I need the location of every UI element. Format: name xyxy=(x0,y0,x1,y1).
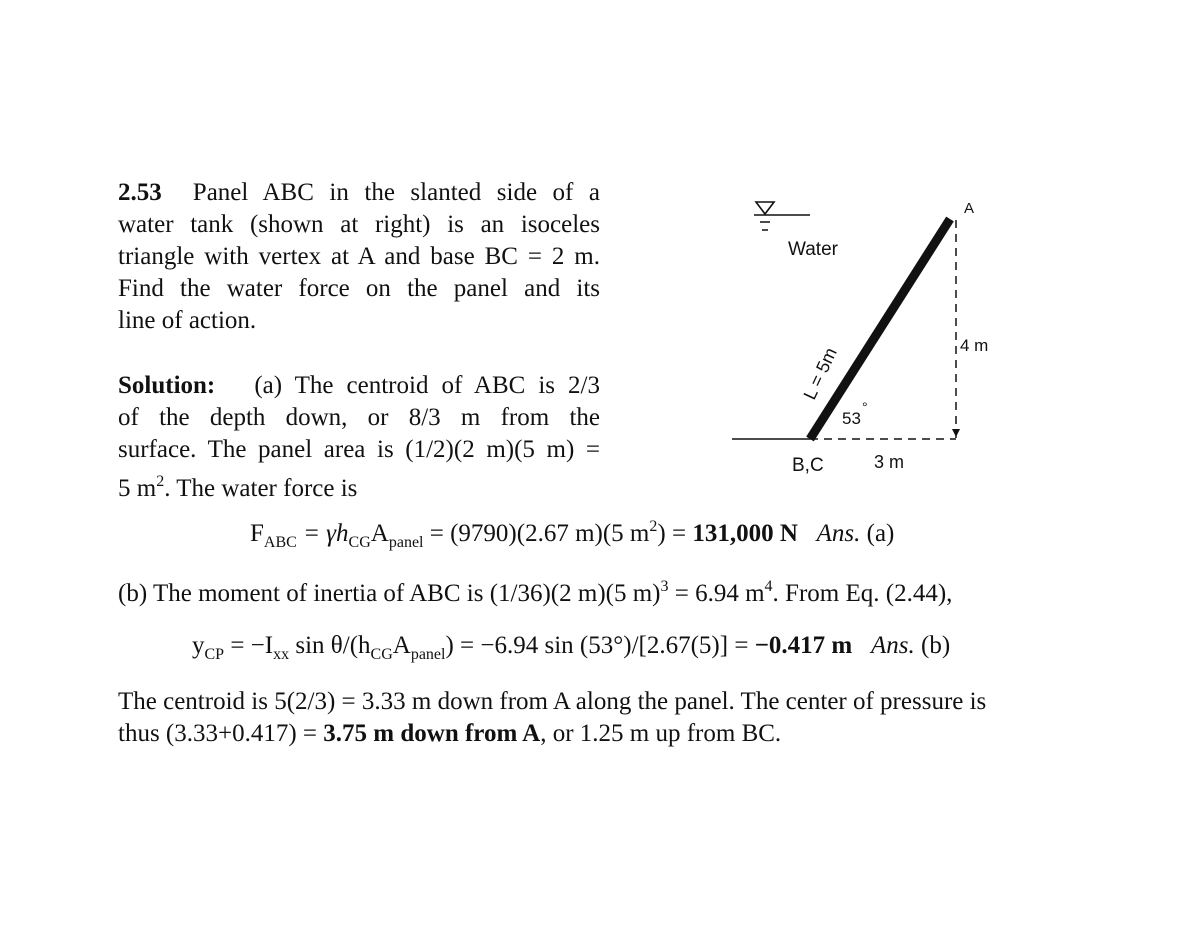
eq-b-result: −0.417 m xyxy=(754,632,853,659)
eq-a-result: 131,000 N xyxy=(692,520,798,547)
free-surface-triangle-icon xyxy=(756,202,774,214)
para-b-text2: = 6.94 m xyxy=(668,580,765,607)
solution-line-2: of the depth down, or 8/3 m from the xyxy=(118,404,600,431)
vertex-a-label: A xyxy=(964,200,975,217)
eq-a-rhs: = (9790)(2.67 m)(5 m xyxy=(423,520,650,547)
conclusion-post: , or 1.25 m up from BC. xyxy=(540,720,782,747)
eq-b-y: y xyxy=(192,632,205,659)
horizontal-3m-label: 3 m xyxy=(874,452,905,472)
eq-b-i-sub: xx xyxy=(273,646,290,663)
eq-b-part3: ) = −6.94 sin (53°)/[2.67(5)] = xyxy=(445,632,755,659)
solution-text-1: (a) The centroid of ABC is 2/3 xyxy=(254,372,600,399)
eq-b-y-sub: CP xyxy=(204,646,225,663)
eq-a-area-sub: panel xyxy=(388,534,424,551)
solution-line-1 xyxy=(118,370,600,402)
eq-a-f-sub: ABC xyxy=(263,534,297,551)
problem-line-1 xyxy=(118,177,600,209)
solution-line-4 xyxy=(118,466,600,505)
problem-line-4: Find the water force on the panel and its xyxy=(118,275,600,302)
eq-b-tag: (b) xyxy=(921,632,951,659)
para-b-text1: (b) The moment of inertia of ABC is (1/36)(2 m)(5 m) xyxy=(118,580,661,607)
center-of-pressure-equation xyxy=(192,632,950,664)
force-equation xyxy=(250,518,894,552)
eq-b-area: A xyxy=(392,632,411,659)
solution-text-4a: 5 m xyxy=(118,475,157,502)
eq-a-f: F xyxy=(250,520,264,547)
solution-text-4b: . The water force is xyxy=(164,475,358,502)
eq-a-gamma-h: = γh xyxy=(296,520,349,547)
eq-b-part2: sin θ/(h xyxy=(289,632,371,659)
length-label: L = 5m xyxy=(799,344,841,403)
eq-b-ans-label: Ans. xyxy=(871,632,915,659)
solution-line-3: surface. The panel area is (1/2)(2 m)(5 m) = xyxy=(118,436,600,463)
conclusion-text xyxy=(118,686,1108,750)
problem-line-3: triangle with vertex at A and base BC = 2 m. xyxy=(118,243,600,270)
eq-a-rhs-end: ) = xyxy=(657,520,693,547)
moment-of-inertia-text xyxy=(118,578,952,608)
para-b-sup2: 4 xyxy=(764,578,773,595)
eq-a-rhs-sup: 2 xyxy=(649,518,658,535)
para-b-sup1: 3 xyxy=(660,578,669,595)
eq-a-ans-label: Ans. xyxy=(816,520,861,547)
eq-b-area-sub: panel xyxy=(410,646,446,663)
problem-number: 2.53 xyxy=(118,179,162,206)
angle-label: 53 xyxy=(842,409,861,428)
tank-panel-figure xyxy=(720,185,1020,485)
area-exponent: 2 xyxy=(156,473,165,490)
water-label: Water xyxy=(788,239,838,260)
solution-intro xyxy=(118,370,600,505)
eq-a-area: A xyxy=(370,520,389,547)
problem-line-2: water tank (shown at right) is an isoceles xyxy=(118,211,600,238)
conclusion-result: 3.75 m down from A xyxy=(323,720,541,747)
eq-a-h-sub: CG xyxy=(348,534,371,551)
conclusion-pre: thus (3.33+0.417) = xyxy=(118,720,324,747)
problem-line-5: line of action. xyxy=(118,307,257,334)
problem-statement xyxy=(118,177,600,337)
conclusion-line-1: The centroid is 5(2/3) = 3.33 m down from A along the panel. The center of pressure is xyxy=(118,688,987,715)
problem-text-1: Panel ABC in the slanted side of a xyxy=(192,179,601,206)
para-b-text3: . From Eq. (2.44), xyxy=(772,580,953,607)
eq-b-h-sub: CG xyxy=(370,646,393,663)
conclusion-line-2 xyxy=(118,718,1108,750)
eq-b-part1: = −I xyxy=(224,632,274,659)
degree-symbol: ° xyxy=(862,399,868,415)
arrowhead-down-icon xyxy=(952,429,960,437)
base-bc-label: B,C xyxy=(792,455,824,476)
eq-a-tag: (a) xyxy=(866,520,895,547)
solution-label: Solution: xyxy=(118,372,216,399)
depth-4m-label: 4 m xyxy=(960,336,989,355)
